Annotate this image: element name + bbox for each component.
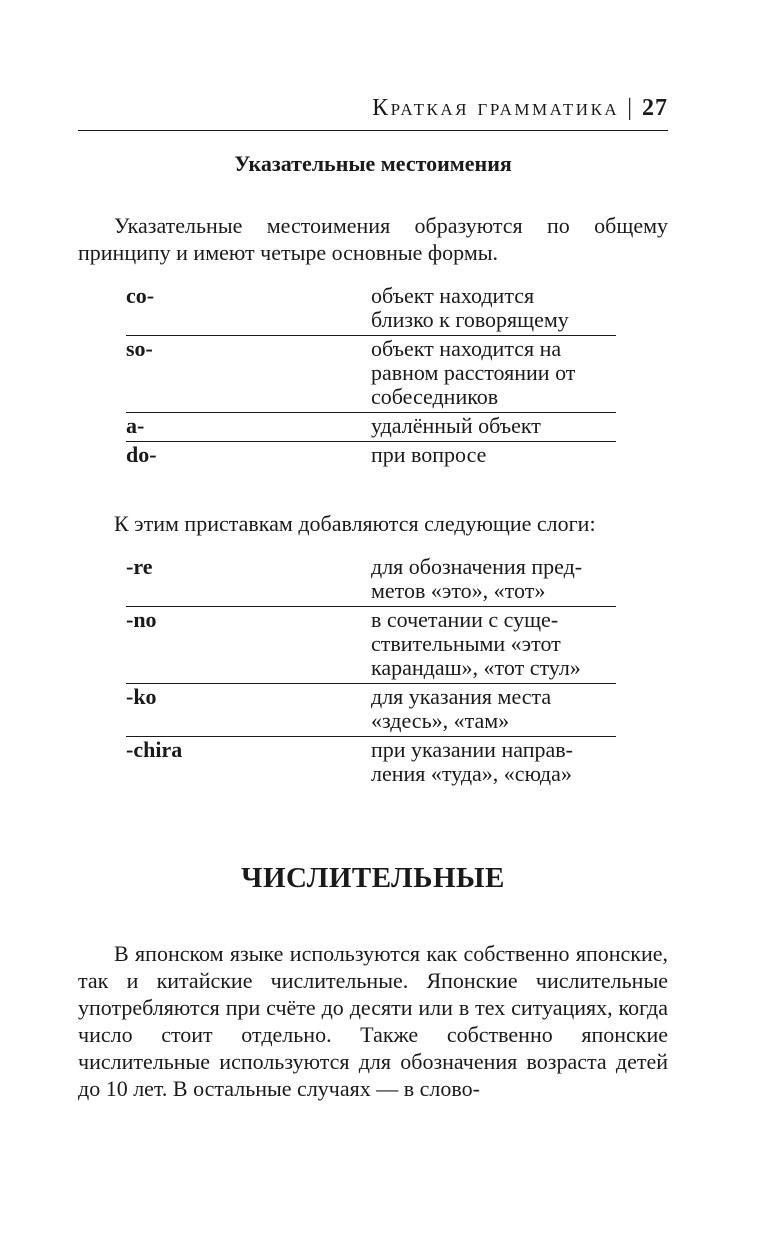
running-title: Краткая грамматика — [372, 95, 620, 121]
syllable-term: -no — [126, 607, 157, 632]
table-row — [126, 413, 616, 442]
syllables-intro: К этим приставкам добавляются следующие слоги: — [114, 511, 596, 536]
syllable-term: -chira — [126, 737, 183, 762]
table-row — [126, 607, 616, 684]
table-row — [126, 283, 616, 336]
table-row — [126, 554, 616, 607]
prefixes-table — [126, 283, 616, 470]
syllable-term: -ko — [126, 684, 157, 709]
syllable-description: для указания места «здесь», «там» — [371, 684, 552, 733]
intro-paragraph: Указательные местоимения образуются по общему принципу и имеют четыре основные формы. — [78, 213, 668, 265]
header-separator: | — [627, 95, 632, 121]
prefix-description: объект находится на равном расстоянии от собеседников — [371, 336, 576, 409]
numerals-paragraph: В японском языке используются как собственно японские, так и китайские числительные. Японские числительные употребляются при счёте до десяти или в тех ситуациях, когда число стоит отдельно. Также собственно японские числительные используются для обозначения возраста детей до 10 лет. В остальные случаях — в слово- — [78, 941, 668, 1101]
prefix-term: co- — [126, 283, 155, 308]
prefix-description: объект находится близко к говорящему — [371, 283, 569, 332]
prefix-term: so- — [126, 336, 153, 361]
syllables-table — [126, 554, 616, 789]
prefix-term: a- — [126, 413, 145, 438]
table-row — [126, 737, 616, 790]
syllable-description: при указании направ- ления «туда», «сюда» — [371, 737, 573, 786]
syllable-description: для обозначения пред- метов «это», «тот» — [371, 554, 583, 603]
table-row — [126, 442, 616, 471]
syllable-description: в сочетании с суще- ствительными «этот карандаш», «тот стул» — [371, 607, 581, 680]
prefix-description: удалённый объект — [371, 413, 541, 438]
table-row — [126, 684, 616, 737]
prefix-description: при вопросе — [371, 442, 487, 467]
table-row — [126, 336, 616, 413]
running-head — [372, 92, 668, 124]
chapter-title: ЧИСЛИТЕЛЬНЫЕ — [241, 862, 505, 894]
page-number: 27 — [642, 95, 668, 121]
syllable-term: -re — [126, 554, 153, 579]
section-title: Указательные местоимения — [234, 151, 512, 176]
page-header — [78, 92, 668, 131]
prefix-term: do- — [126, 442, 157, 467]
